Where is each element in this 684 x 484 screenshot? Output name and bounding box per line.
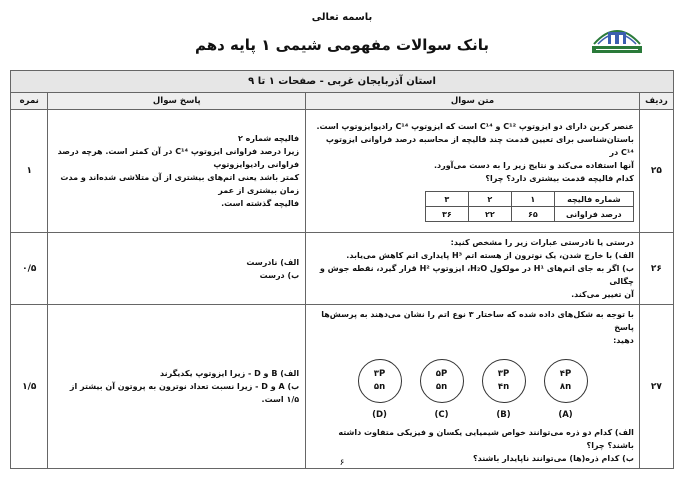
atom-label: (D) — [372, 410, 387, 420]
atom-circle — [544, 359, 588, 403]
question-cell — [306, 110, 640, 233]
question-line: آنها استفاده می‌کند و نتایج زیر را به دست می‌آورد. — [433, 161, 634, 170]
inner-row-label: درصد فراوانی — [554, 207, 633, 222]
row-number: ۲۵ — [639, 110, 673, 233]
col-header-question: متن سوال — [306, 93, 640, 110]
proton-count: ۳P — [497, 369, 510, 379]
question-line: کدام فالیچه قدمت بیشتری دارد؟ چرا؟ — [485, 174, 634, 183]
school-logo-icon — [588, 14, 646, 58]
abundance-table — [425, 191, 634, 222]
score-cell: ۱ — [11, 110, 48, 233]
table-row — [11, 305, 674, 469]
question-cell — [306, 305, 640, 469]
question-line: باستان‌شناسی برای تعیین قدمت چند فالیچه از محاسبه درصد فراوانی ایزوتوپ C¹⁴ در — [325, 135, 634, 157]
inner-cell: ۲۲ — [468, 207, 511, 222]
score-cell: ۰/۵ — [11, 233, 48, 305]
answer-line: فالیچه شماره ۲ — [237, 134, 300, 143]
atom-label: (A) — [558, 410, 573, 420]
question-line: عنصر کربن دارای دو ایزوتوپ C¹² و C¹⁴ است که ایزوتوپ C¹⁴ رادیوایزوتوپ است. — [316, 122, 634, 131]
answer-line: فالیچه گذشته است. — [221, 199, 300, 208]
neutron-count: ۸n — [559, 382, 572, 392]
region-header: استان آذربایجان غربی - صفحات ۱ تا ۹ — [11, 71, 674, 93]
answer-cell — [48, 233, 306, 305]
header-basmala: باسمه تعالی — [311, 12, 373, 23]
inner-cell: ۳ — [425, 192, 468, 207]
atom-circle — [482, 359, 526, 403]
question-line: درستی یا نادرستی عبارات زیر را مشخص کنید: — [450, 238, 634, 247]
row-number: ۲۶ — [639, 233, 673, 305]
col-header-num: ردیف — [639, 93, 673, 110]
proton-count: ۵P — [435, 369, 448, 379]
col-header-score: نمره — [11, 93, 48, 110]
table-row — [11, 233, 674, 305]
neutron-count: ۵n — [373, 382, 386, 392]
inner-cell: ۱ — [511, 192, 554, 207]
proton-count: ۴P — [559, 369, 572, 379]
page-number: ۶ — [339, 458, 345, 468]
proton-count: ۳P — [373, 369, 386, 379]
answer-line: الف) B و D - زیرا ایزوتوپ یکدیگرند — [160, 369, 300, 378]
inner-cell: ۳۶ — [425, 207, 468, 222]
atom-circle — [358, 359, 402, 403]
atom-diagrams — [311, 359, 634, 422]
inner-cell: ۲ — [468, 192, 511, 207]
atom-circle — [420, 359, 464, 403]
question-line: الف) کدام دو ذره می‌توانند خواص شیمیایی یکسان و فیزیکی متفاوت داشته باشند؟ چرا؟ — [338, 428, 634, 450]
answer-line: کمتر باشد یعنی اتم‌های بیشتری از آن متلاشی شده‌اند و مدت زمان بیشتری از عمر — [60, 173, 300, 195]
col-header-answer: پاسخ سوال — [48, 93, 306, 110]
answer-cell — [48, 110, 306, 233]
neutron-count: ۵n — [435, 382, 448, 392]
atom-a — [544, 359, 588, 422]
question-line: با توجه به شکل‌های داده شده که ساختار ۳ نوع اتم را نشان می‌دهند به پرسش‌ها پاسخ — [321, 310, 634, 332]
question-line: ب) کدام ذره(ها) می‌توانند ناپایدار باشند؟ — [472, 454, 634, 463]
answer-line: زیرا درصد فراوانی ایزوتوپ C¹⁴ در آن کمتر است. هرچه درصد فراوانی رادیوایزوتوپ — [57, 147, 300, 169]
atom-c — [420, 359, 464, 422]
atom-d — [358, 359, 402, 422]
atom-label: (B) — [496, 410, 511, 420]
row-number: ۲۷ — [639, 305, 673, 469]
question-line: دهید: — [613, 336, 634, 345]
atom-label: (C) — [434, 410, 449, 420]
question-table — [10, 70, 674, 469]
table-row — [11, 110, 674, 233]
score-cell: ۱/۵ — [11, 305, 48, 469]
inner-row-label: شماره فالیچه — [554, 192, 633, 207]
question-line: ب) اگر به جای اتم‌های H¹ در مولکول H₂O، ایزوتوپ H² قرار گیرد، نقطه جوش و چگالی — [319, 264, 634, 286]
answer-line: ب) درست — [259, 270, 300, 280]
inner-cell: ۶۵ — [511, 207, 554, 222]
neutron-count: ۴n — [497, 382, 510, 392]
question-line: الف) با خارج شدن، یک نوترون از هسته اتم H³ پایداری اتم کاهش می‌یابد. — [346, 251, 634, 260]
question-line: آن تغییر می‌کند. — [571, 290, 634, 299]
answer-cell — [48, 305, 306, 469]
question-cell — [306, 233, 640, 305]
atom-b — [482, 359, 526, 422]
answer-line: الف) نادرست — [246, 257, 300, 267]
page-title: بانک سوالات مفهومی شیمی ۱ پایه دهم — [194, 36, 490, 54]
answer-line: ب) A و D - زیرا نسبت تعداد نوترون به پروتون آن بیشتر از ۱/۵ است. — [69, 382, 300, 404]
